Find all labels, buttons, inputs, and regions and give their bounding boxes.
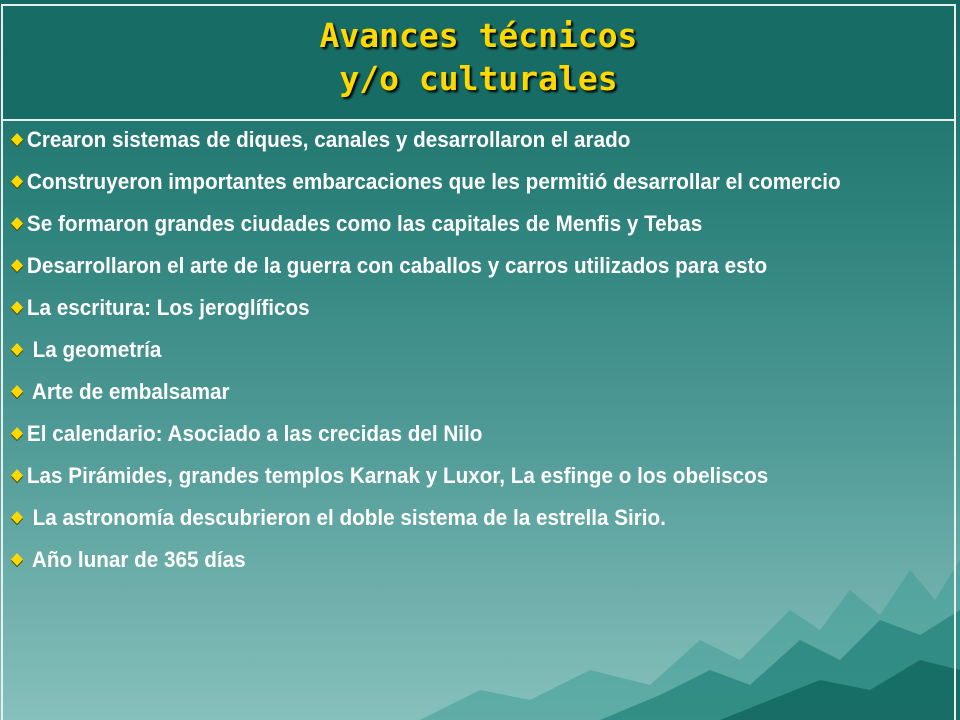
list-item-text: La escritura: Los jeroglíficos xyxy=(26,295,310,320)
diamond-bullet-icon xyxy=(11,133,23,146)
list-item-text: Arte de embalsamar xyxy=(26,379,230,404)
diamond-bullet-icon xyxy=(11,343,23,356)
list-item xyxy=(10,292,941,324)
diamond-bullet-icon xyxy=(11,301,23,314)
list-item-text: Se formaron grandes ciudades como las capitales de Menfis y Tebas xyxy=(26,211,703,236)
list-item xyxy=(10,166,912,198)
list-item xyxy=(10,376,941,408)
diamond-bullet-icon xyxy=(11,175,23,188)
title-box xyxy=(3,6,954,121)
diamond-bullet-icon xyxy=(11,511,23,524)
slide-title-line-2: y/o culturales xyxy=(339,59,618,98)
diamond-bullet-icon xyxy=(11,427,23,440)
list-item-text: Año lunar de 365 días xyxy=(26,547,246,572)
slide-title-line-1: Avances técnicos xyxy=(319,16,638,55)
list-item xyxy=(10,418,941,450)
diamond-bullet-icon xyxy=(11,553,23,566)
list-item-text: El calendario: Asociado a las crecidas del Nilo xyxy=(26,421,483,446)
list-item xyxy=(10,544,941,576)
list-item-text: Desarrollaron el arte de la guerra con caballos y carros utilizados para esto xyxy=(26,253,768,278)
list-item xyxy=(10,334,941,366)
diamond-bullet-icon xyxy=(11,469,23,482)
diamond-bullet-icon xyxy=(11,217,23,230)
list-item xyxy=(10,208,941,240)
list-item xyxy=(10,460,941,492)
list-item xyxy=(10,250,941,282)
list-item-text: Crearon sistemas de diques, canales y desarrollaron el arado xyxy=(26,127,631,152)
diamond-bullet-icon xyxy=(11,259,23,272)
list-item xyxy=(10,502,941,534)
list-item-text: La geometría xyxy=(26,337,162,362)
list-item-text: Construyeron importantes embarcaciones que les permitió desarrollar el comercio xyxy=(26,169,841,194)
list-item-text: Las Pirámides, grandes templos Karnak y Luxor, La esfinge o los obeliscos xyxy=(26,463,769,488)
bullet-list xyxy=(10,124,940,586)
diamond-bullet-icon xyxy=(11,385,23,398)
list-item xyxy=(10,124,941,156)
list-item-text: La astronomía descubrieron el doble sistema de la estrella Sirio. xyxy=(26,505,666,530)
